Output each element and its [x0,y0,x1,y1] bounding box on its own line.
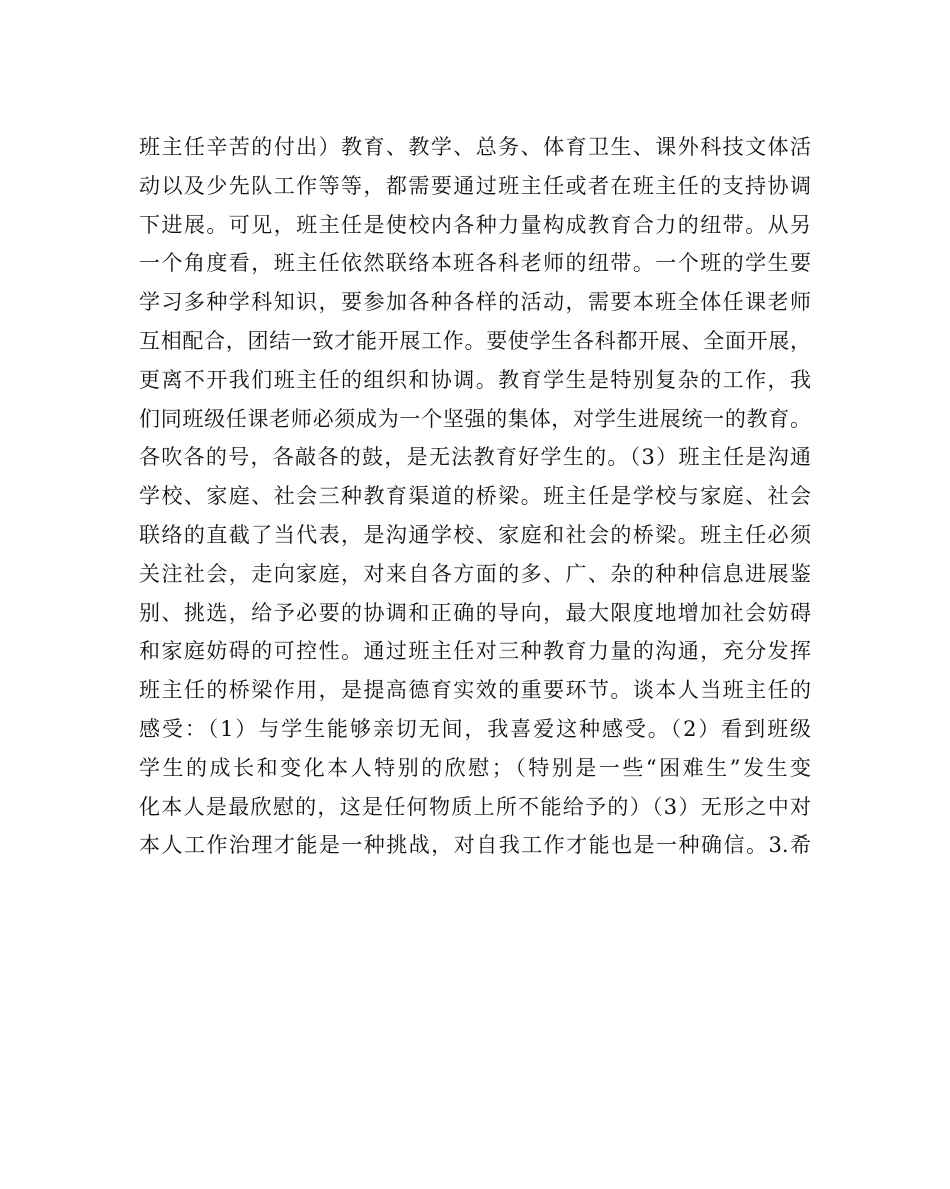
text-line: 别、挑选，给予必要的协调和正确的导向，最大限度地增加社会妨碍 [139,600,811,625]
text-line: 们同班级任课老师必须成为一个坚强的集体，对学生进展统一的教育。 [139,406,811,431]
text-line: 互相配合，团结一致才能开展工作。要使学生各科都开展、全面开展， [139,328,811,353]
text-line: 化本人是最欣慰的，这是任何物质上所不能给予的）（3）无形之中对 [139,794,811,819]
text-line: 本人工作治理才能是一种挑战，对自我工作才能也是一种确信。3.希 [139,833,811,858]
text-line: 班主任的桥梁作用，是提高德育实效的重要环节。谈本人当班主任的 [139,678,811,703]
text-line: 学生的成长和变化本人特别的欣慰；（特别是一些“困难生”发生变 [139,755,811,780]
text-line: 联络的直截了当代表，是沟通学校、家庭和社会的桥梁。班主任必须 [139,522,811,547]
text-line: 关注社会，走向家庭，对来自各方面的多、广、杂的种种信息进展鉴 [139,561,811,586]
body-text [139,128,811,865]
text-line: 学校、家庭、社会三种教育渠道的桥梁。班主任是学校与家庭、社会 [139,484,811,509]
text-line: 学习多种学科知识，要参加各种各样的活动，需要本班全体任课老师 [139,290,811,315]
text-line: 一个角度看，班主任依然联络本班各科老师的纽带。一个班的学生要 [139,251,811,276]
text-line: 和家庭妨碍的可控性。通过班主任对三种教育力量的沟通，充分发挥 [139,639,811,664]
text-line: 班主任辛苦的付出）教育、教学、总务、体育卫生、课外科技文体活 [139,135,811,159]
text-line: 更离不开我们班主任的组织和协调。教育学生是特别复杂的工作，我 [139,367,811,392]
text-line: 各吹各的号，各敲各的鼓，是无法教育好学生的。（3）班主任是沟通 [139,445,811,470]
text-line: 下进展。可见，班主任是使校内各种力量构成教育合力的纽带。从另 [139,212,811,237]
text-line: 感受：（1）与学生能够亲切无间，我喜爱这种感受。（2）看到班级 [139,716,811,741]
text-line: 动以及少先队工作等等，都需要通过班主任或者在班主任的支持协调 [139,173,811,198]
